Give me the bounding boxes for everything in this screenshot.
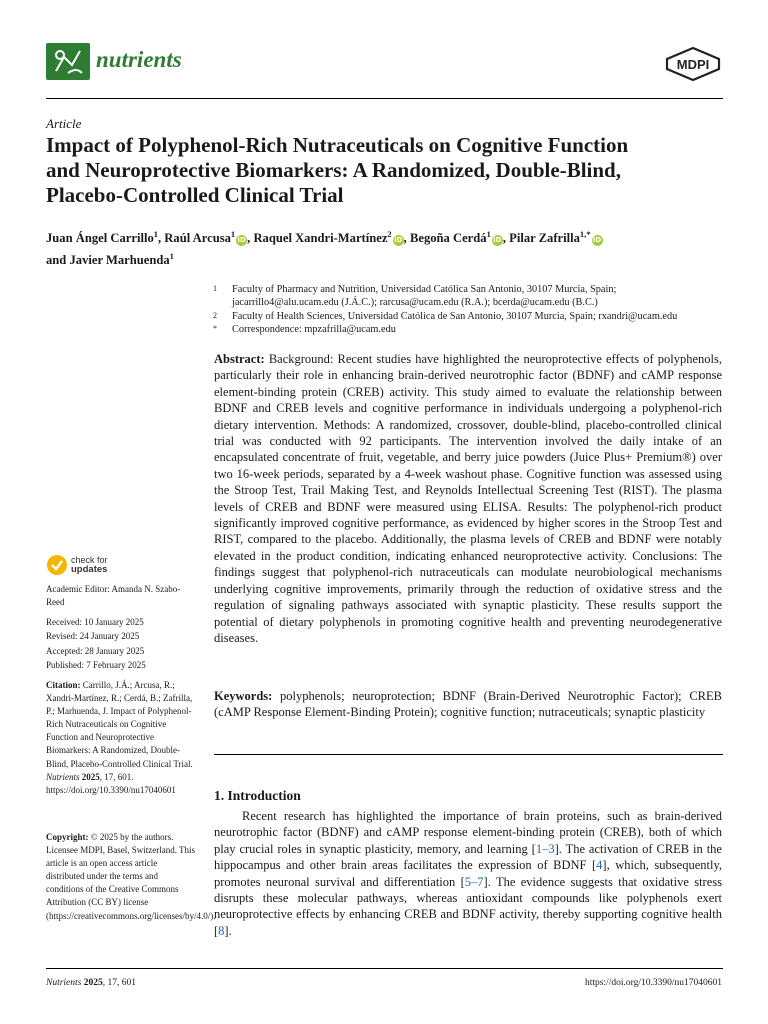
- author-name: Raúl Arcusa: [164, 231, 231, 246]
- author-name: Javier Marhuenda: [69, 253, 170, 268]
- footer-year: 2025: [81, 978, 103, 988]
- body-text: Recent research has highlighted the importance of brain proteins, such as brain-derived neurotrophic factor (BDNF) and cAMP response element-binding protein (CREB), both of which play crucial roles in synaptic plasticity, memory, and learning [: [214, 809, 722, 856]
- correspondence-text: Correspondence: mpzafrilla@ucam.edu: [232, 324, 396, 335]
- citation-text: Carrillo, J.Á.; Arcusa, R.; Xandri-Martínez, R.; Cerdá, B.; Zafrilla, P.; Marhuenda, J. Impact of Polyphenol-Rich Nutraceuticals on Cognitive Function and Neuroprotective Biomarkers: A Randomized, Double-Blind, Placebo-Controlled Clinical Trial.: [46, 680, 193, 769]
- mdpi-logo-icon: [664, 47, 722, 86]
- revised-date: Revised: 24 January 2025: [46, 631, 140, 641]
- footer-divider: [46, 968, 723, 969]
- title-line: and Neuroprotective Biomarkers: A Randomized, Double-Blind,: [46, 158, 621, 182]
- author-name: Raquel Xandri-Martínez: [253, 231, 388, 246]
- footer-journal-info: [46, 978, 136, 988]
- author-affiliation-mark: 1,*: [579, 229, 591, 239]
- author-name: Pilar Zafrilla: [509, 231, 580, 246]
- journal-name: nutrients: [96, 47, 182, 72]
- copyright-text: © 2025 by the authors. Licensee MDPI, Basel, Switzerland. This article is an open access article distributed under the terms and conditions of the Creative Commons Attribution (CC BY) license (https://creativecommons.org/licenses/by/4.0/).: [46, 832, 216, 921]
- check-for-updates-icon[interactable]: [46, 554, 68, 576]
- academic-editor: Academic Editor: Amanda N. Szabo-Reed: [46, 584, 181, 608]
- affiliation-text: jacarrillo4@alu.ucam.edu (J.Á.C.); rarcusa@ucam.edu (R.A.); bcerda@ucam.edu (B.C.): [232, 297, 598, 308]
- keywords-text: polyphenols; neuroprotection; BDNF (Brain-Derived Neurotrophic Factor); CREB (cAMP Response Element-Binding Protein); cognitive function; nutraceuticals; synaptic plasticity: [214, 689, 722, 720]
- reference-link[interactable]: 1–3: [535, 841, 555, 856]
- check-updates-line: updates: [71, 564, 108, 575]
- check-updates-line: check for: [71, 555, 108, 565]
- citation-year: 2025: [79, 771, 100, 782]
- abstract-divider: [214, 754, 723, 755]
- author-affiliation-mark: 2: [387, 229, 392, 239]
- affiliation-number: *: [213, 324, 217, 333]
- keywords-label: Keywords:: [214, 689, 273, 703]
- citation-block: [46, 679, 196, 797]
- reference-link[interactable]: 4: [596, 858, 603, 873]
- title-line: Impact of Polyphenol-Rich Nutraceuticals on Cognitive Function: [46, 133, 629, 157]
- affiliation-number: 2: [213, 311, 217, 320]
- footer-journal: Nutrients: [46, 978, 82, 988]
- abstract-text: Background: Recent studies have highlighted the neuroprotective effects of polyphenols, particularly their role in enhancing brain-derived neurotrophic factor (BDNF) and cAMP response element-binding protein (CREB) activity. This study aimed to evaluate the relationship between BDNF and CREB levels and cognitive performance in individuals undergoing a polyphenol-rich dietary intervention. Methods: A randomized, crossover, double-blind, placebo-controlled clinical trial was conducted with 92 participants. The intervention involved the daily intake of an encapsulated concentrate of fruit, vegetable, and berry juice powders (Juice Plus+ Premium®) over two 16-week periods, separated by a 4-week washout phase. Cognitive function was assessed using the Stroop Test, Trail Making Test, and Reynolds Intellectual Screening Test (RIST). The plasma levels of CREB and BDNF were measured using ELISA. Results: The polyphenol-rich product significantly improved cognitive performance, as evidenced by higher scores in the Stroop Test and RIST, compared to the placebo. Additionally, the plasma levels of CREB and BDNF were notably elevated in the product condition, indicating enhanced neuroprotective activity. Conclusions: The findings suggest that polyphenol-rich nutraceuticals can modulate neurobiological mechanisms underlying cognitive improvements, primarily through the reduction of oxidative stress and the regulation of signaling pathways associated with synaptic plasticity. These results support the potential of dietary polyphenols in promoting cognitive health and preventing neurodegenerative diseases.: [214, 352, 723, 645]
- copyright-block: [46, 831, 216, 923]
- citation-label: Citation:: [46, 680, 81, 690]
- orcid-icon[interactable]: iD: [237, 236, 246, 245]
- affiliation-number: 1: [213, 284, 217, 293]
- header-divider: [46, 98, 723, 99]
- body-text: ]. The activation of CREB in the hippocampus and other brain areas facilitates the expression of BDNF [: [214, 841, 722, 873]
- author-list: Juan Ángel Carrillo$^1$, Raúl Arcusa$^1$iD, Raquel Xandri-Martínez$^2$iD, Begoña Cerdá$^1$iD, Pilar Zafrilla$^{1,*}$iD and Javier Marhuenda$^1$: [46, 229, 602, 268]
- copyright-label: Copyright:: [46, 832, 89, 842]
- body-text: ]. The evidence suggests that oxidative stress disrupts these molecular pathways, whereas antioxidant compounds like polyphenols exert neuroprotective effects by enhancing CREB and BDNF activity, thereby supporting cognitive health [: [214, 874, 722, 938]
- received-date: Received: 10 January 2025: [46, 617, 144, 627]
- author-name: Begoña Cerdá: [409, 231, 487, 246]
- author-name: Juan Ángel Carrillo: [46, 231, 154, 246]
- section-heading: 1. Introduction: [214, 788, 301, 803]
- reference-link[interactable]: 5–7: [464, 874, 484, 889]
- author-affiliation-mark: 1: [169, 251, 174, 262]
- check-for-updates-button[interactable]: [71, 555, 108, 575]
- citation-rest[interactable]: , 17, 601. https://doi.org/10.3390/nu17040601: [46, 771, 176, 795]
- introduction-paragraph: [214, 808, 722, 939]
- orcid-icon[interactable]: iD: [493, 236, 502, 245]
- footer-volume: , 17, 601: [102, 978, 136, 988]
- author-affiliation-mark: 1: [153, 229, 158, 239]
- svg-text:MDPI: MDPI: [676, 57, 710, 72]
- footer-doi-link[interactable]: https://doi.org/10.3390/nu17040601: [584, 978, 722, 988]
- affiliation-text: Faculty of Health Sciences, Universidad Católica de San Antonio, 30107 Murcia, Spain; rxandri@ucam.edu: [232, 311, 678, 322]
- author-affiliation-mark: 1: [486, 229, 491, 239]
- orcid-icon[interactable]: iD: [592, 236, 602, 245]
- reference-link[interactable]: 8: [218, 923, 225, 938]
- abstract-label: Abstract:: [214, 352, 265, 366]
- accepted-date: Accepted: 28 January 2025: [46, 646, 145, 656]
- citation-journal: Nutrients: [46, 771, 80, 782]
- body-text: ], which, subsequently, promotes neuronal survival and differentiation [: [214, 858, 723, 889]
- keywords: [214, 688, 722, 721]
- body-text: ].: [224, 923, 232, 938]
- article-title: [46, 133, 736, 208]
- title-line: Placebo-Controlled Clinical Trial: [46, 183, 344, 207]
- orcid-icon[interactable]: iD: [394, 236, 403, 245]
- affiliation-text: Faculty of Pharmacy and Nutrition, Universidad Católica San Antonio, 30107 Murcia, Spain;: [232, 284, 617, 295]
- published-date: Published: 7 February 2025: [46, 660, 146, 670]
- abstract: [214, 351, 722, 646]
- journal-logo-icon: [46, 43, 90, 80]
- article-type: Article: [46, 116, 82, 131]
- author-affiliation-mark: 1: [230, 229, 236, 239]
